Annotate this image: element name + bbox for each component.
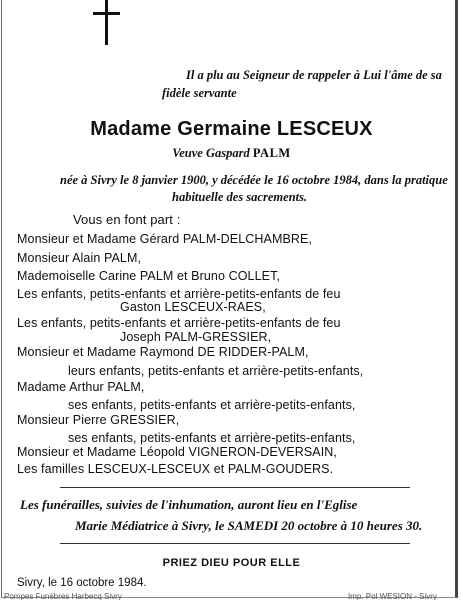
mourner-line: ses enfants, petits-enfants et arrière-petits-enfants, (68, 431, 356, 445)
mourner-line: Mademoiselle Carine PALM et Bruno COLLET, (17, 269, 281, 283)
mourner-line: Madame Arthur PALM, (17, 380, 145, 394)
mourner-line: Monsieur et Madame Raymond DE RIDDER-PALM, (17, 345, 309, 359)
mourner-line: Joseph PALM-GRESSIER, (120, 330, 272, 344)
birth-line-1: née à Sivry le 8 janvier 1900, y décédée le 16 octobre 1984, dans la pratique (60, 173, 448, 187)
footer-right: Imp. Pol WESION - Sivry (348, 592, 437, 600)
mourner-line: Monsieur Alain PALM, (17, 251, 142, 265)
cross-icon-bar (93, 12, 120, 15)
mourner-line: Les enfants, petits-enfants et arrière-petits-enfants de feu (17, 287, 341, 301)
mourner-line: Monsieur et Madame Léopold VIGNERON-DEVERSAIN, (17, 445, 337, 459)
divider (60, 543, 410, 544)
mourner-line: Les enfants, petits-enfants et arrière-petits-enfants de feu (17, 316, 341, 330)
widow-of (0, 146, 463, 161)
intro-line-1: Il a plu au Seigneur de rappeler à Lui l'âme de sa (186, 68, 442, 82)
deceased-name: Madame Germaine LESCEUX (90, 118, 373, 140)
veuve-label: Veuve Gaspard (172, 146, 250, 160)
funeral-line-2: Marie Médiatrice à Sivry, le SAMEDI 20 octobre à 10 heures 30. (75, 518, 423, 533)
cross-icon (105, 0, 108, 45)
footer-left: Pompes Funèbres Harbecq Sivry (4, 592, 122, 600)
mourner-line: leurs enfants, petits-enfants et arrière-petits-enfants, (68, 364, 364, 378)
mourner-line: ses enfants, petits-enfants et arrière-petits-enfants, (68, 398, 356, 412)
mourner-line: Les familles LESCEUX-LESCEUX et PALM-GOUDERS. (17, 462, 334, 476)
announce-label: Vous en font part : (73, 212, 181, 227)
place-date: Sivry, le 16 octobre 1984. (17, 577, 147, 589)
veuve-name: PALM (252, 146, 291, 160)
divider (60, 487, 410, 488)
funeral-line-1: Les funérailles, suivies de l'inhumation, auront lieu en l'Eglise (20, 497, 358, 512)
mourner-line: Gaston LESCEUX-RAES, (120, 300, 266, 314)
mourner-line: Monsieur Pierre GRESSIER, (17, 413, 180, 427)
mourner-line: Monsieur et Madame Gérard PALM-DELCHAMBRE, (17, 232, 313, 246)
birth-line-2: habituelle des sacrements. (172, 190, 308, 204)
intro-line-2: fidèle servante (162, 86, 237, 100)
prayer: PRIEZ DIEU POUR ELLE (162, 557, 301, 569)
